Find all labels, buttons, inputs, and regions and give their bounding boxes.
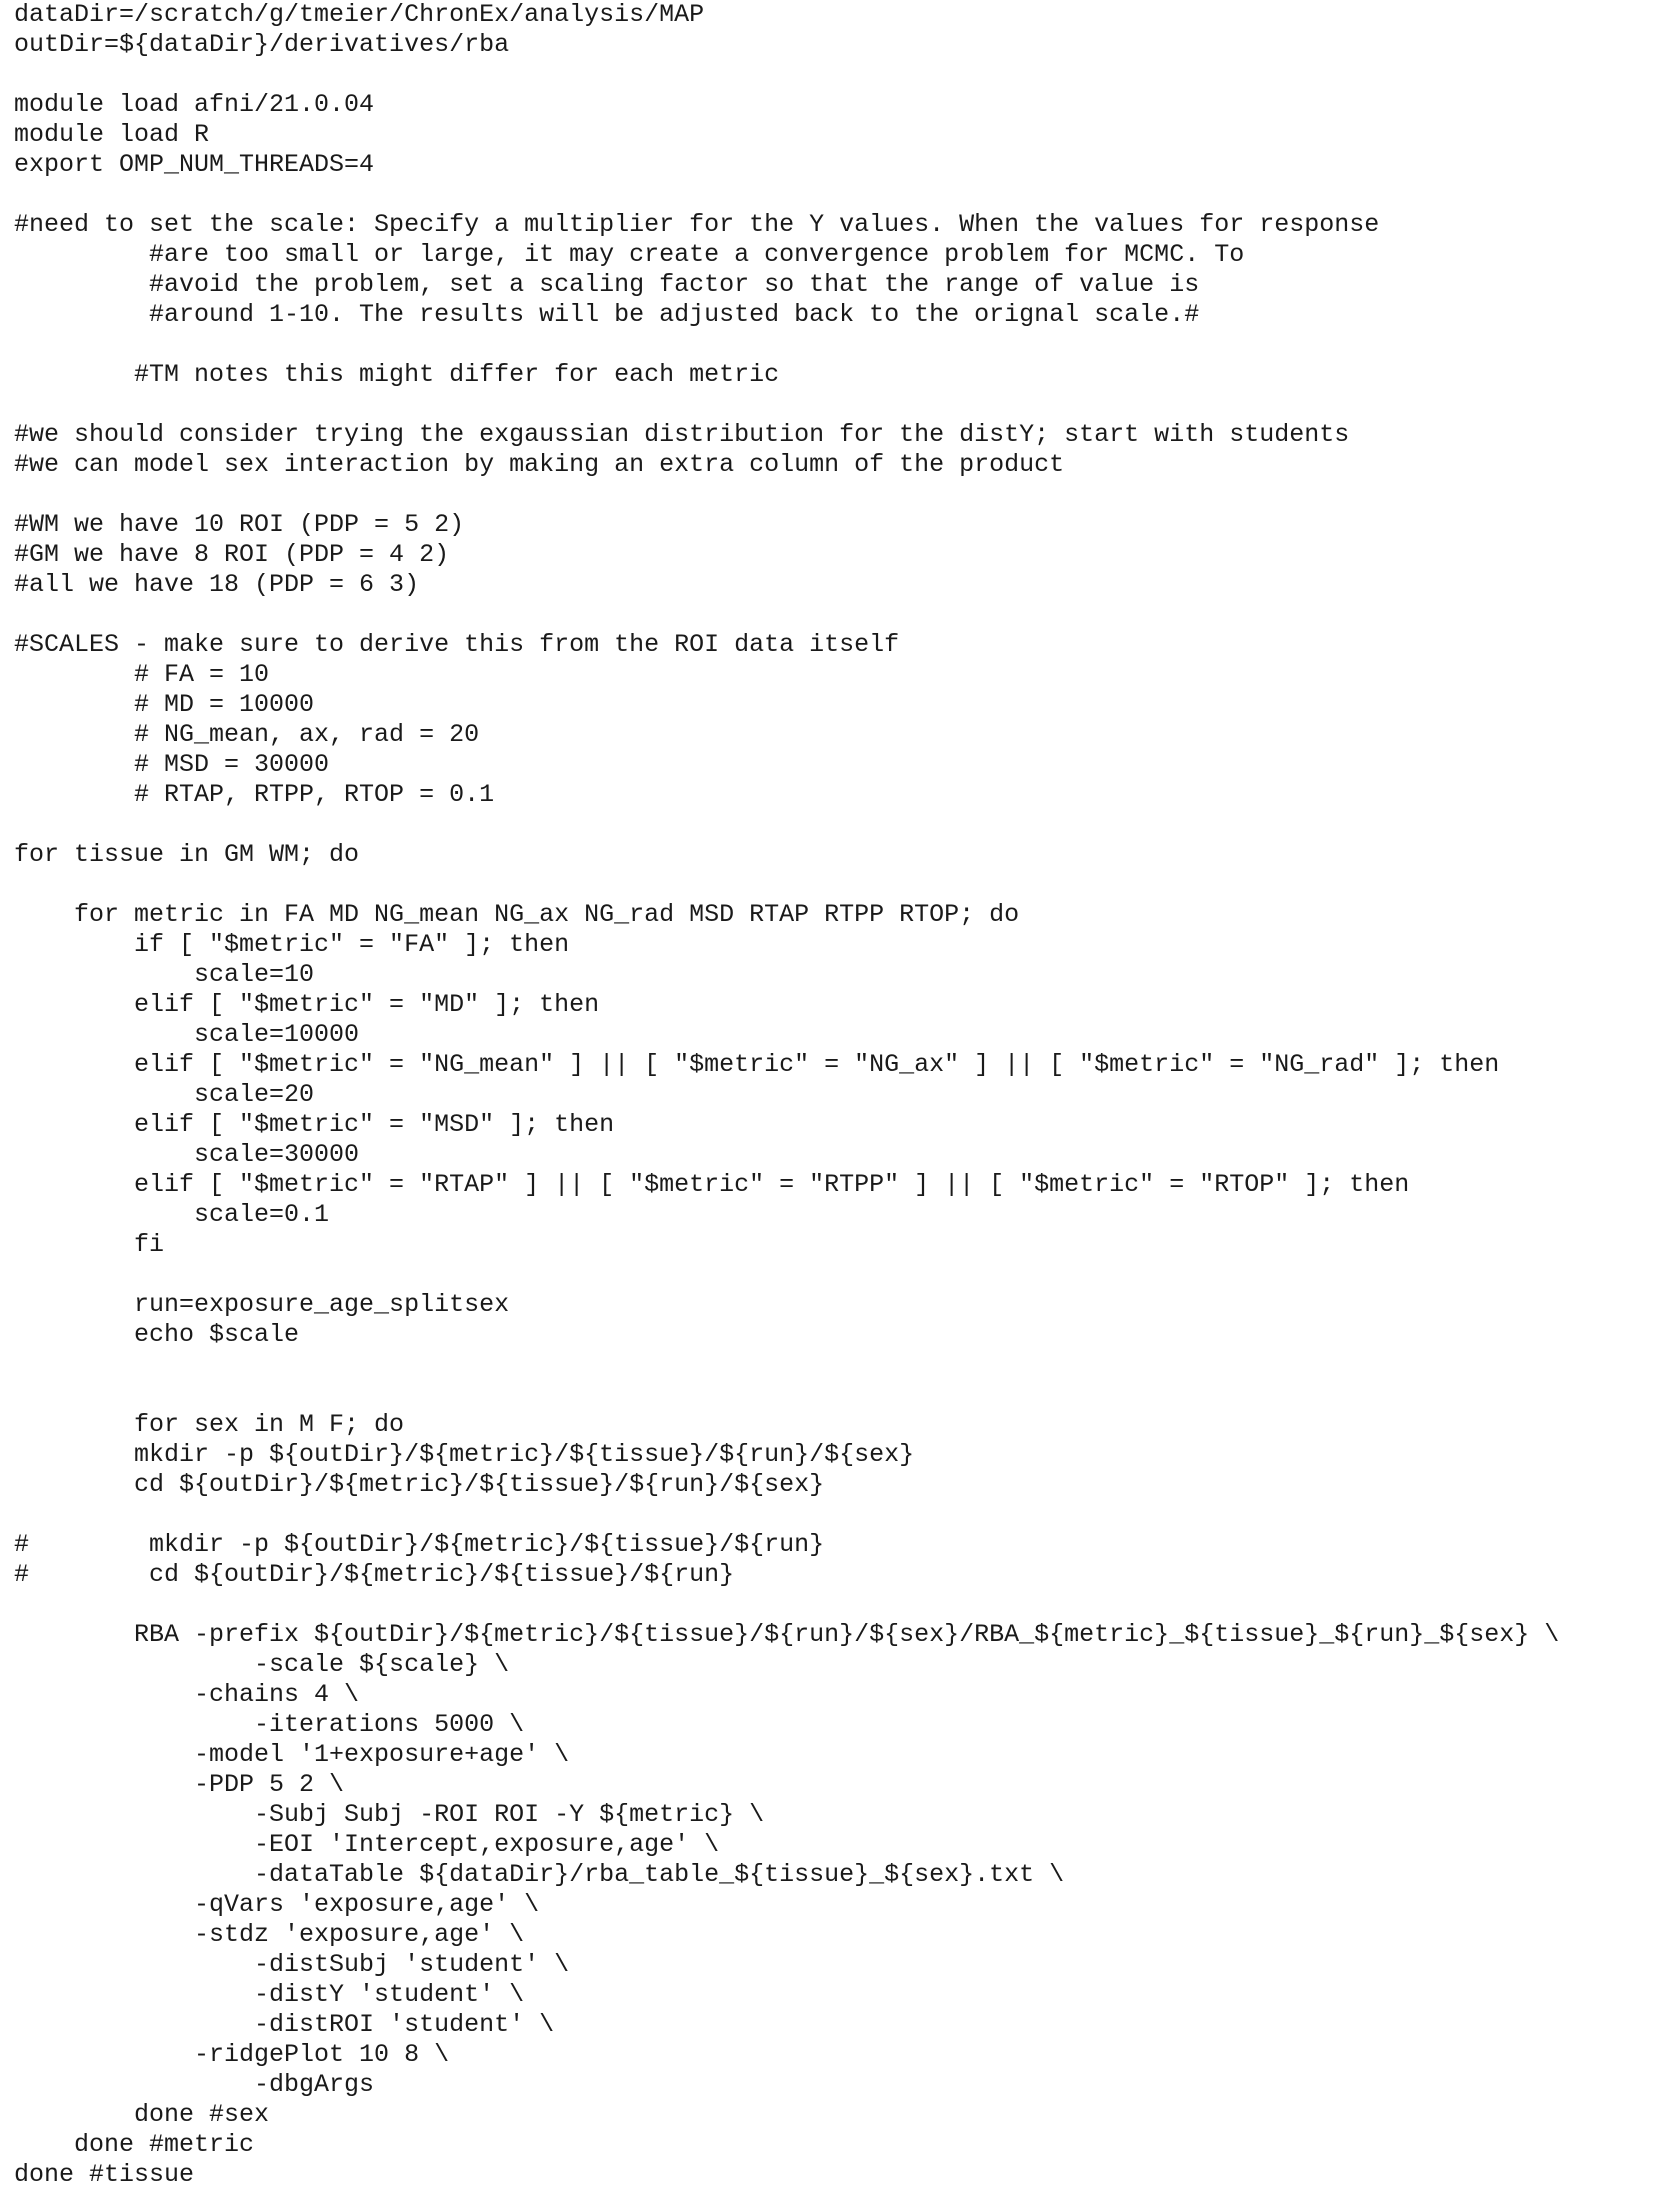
code-line: for tissue in GM WM; do [14, 840, 360, 869]
code-line: -ridgePlot 10 8 \ [14, 2040, 450, 2069]
code-line: -stdz 'exposure,age' \ [14, 1920, 525, 1949]
code-line: fi [14, 1230, 165, 1259]
code-line: #all we have 18 (PDP = 6 3) [14, 570, 420, 599]
code-line: # MSD = 30000 [14, 750, 330, 779]
code-line: scale=20 [14, 1080, 315, 1109]
code-line: scale=30000 [14, 1140, 360, 1169]
code-line: #WM we have 10 ROI (PDP = 5 2) [14, 510, 465, 539]
code-line: for metric in FA MD NG_mean NG_ax NG_rad MSD RTAP RTPP RTOP; do [14, 900, 1020, 929]
code-line: done #sex [14, 2100, 270, 2129]
code-line: mkdir -p ${outDir}/${metric}/${tissue}/${run}/${sex} [14, 1440, 915, 1469]
code-line [14, 600, 1654, 630]
code-line: #around 1-10. The results will be adjusted back to the orignal scale.# [14, 300, 1200, 329]
code-line: -iterations 5000 \ [14, 1710, 525, 1739]
code-line [14, 60, 1654, 90]
code-line: #SCALES - make sure to derive this from the ROI data itself [14, 630, 900, 659]
code-line: scale=10 [14, 960, 315, 989]
code-line: -qVars 'exposure,age' \ [14, 1890, 540, 1919]
code-line: -dataTable ${dataDir}/rba_table_${tissue}_${sex}.txt \ [14, 1860, 1065, 1889]
code-line [14, 1260, 1654, 1290]
code-line [14, 330, 1654, 360]
code-line: -scale ${scale} \ [14, 1650, 510, 1679]
code-line: -model '1+exposure+age' \ [14, 1740, 570, 1769]
code-line: #TM notes this might differ for each metric [14, 360, 780, 389]
code-line: # FA = 10 [14, 660, 270, 689]
code-line: -chains 4 \ [14, 1680, 360, 1709]
code-line [14, 1380, 1654, 1410]
code-line: elif [ "$metric" = "NG_mean" ] || [ "$metric" = "NG_ax" ] || [ "$metric" = "NG_rad" ]; then [14, 1050, 1500, 1079]
code-line [14, 1350, 1654, 1380]
code-line [14, 810, 1654, 840]
code-line [14, 1500, 1654, 1530]
code-line: for sex in M F; do [14, 1410, 405, 1439]
code-line: elif [ "$metric" = "MD" ]; then [14, 990, 600, 1019]
code-line: scale=0.1 [14, 1200, 330, 1229]
code-line [14, 480, 1654, 510]
code-line: module load R [14, 120, 210, 149]
code-line: -distY 'student' \ [14, 1980, 525, 2009]
code-line: #need to set the scale: Specify a multiplier for the Y values. When the values for response [14, 210, 1380, 239]
code-line: #avoid the problem, set a scaling factor so that the range of value is [14, 270, 1200, 299]
code-line: -distSubj 'student' \ [14, 1950, 570, 1979]
code-line: elif [ "$metric" = "RTAP" ] || [ "$metric" = "RTPP" ] || [ "$metric" = "RTOP" ]; then [14, 1170, 1410, 1199]
code-line: -distROI 'student' \ [14, 2010, 555, 2039]
code-line: scale=10000 [14, 1020, 360, 1049]
code-line: elif [ "$metric" = "MSD" ]; then [14, 1110, 615, 1139]
code-line: #GM we have 8 ROI (PDP = 4 2) [14, 540, 450, 569]
code-line: done #tissue [14, 2160, 195, 2189]
code-line [14, 180, 1654, 210]
code-line: run=exposure_age_splitsex [14, 1290, 510, 1319]
code-line: #we can model sex interaction by making an extra column of the product [14, 450, 1065, 479]
code-line: if [ "$metric" = "FA" ]; then [14, 930, 570, 959]
code-line: # mkdir -p ${outDir}/${metric}/${tissue}/${run} [14, 1530, 825, 1559]
code-line [14, 1590, 1654, 1620]
code-line: -EOI 'Intercept,exposure,age' \ [14, 1830, 720, 1859]
code-document [14, 0, 1654, 2202]
code-line: export OMP_NUM_THREADS=4 [14, 150, 375, 179]
code-line: -Subj Subj -ROI ROI -Y ${metric} \ [14, 1800, 765, 1829]
code-line: -PDP 5 2 \ [14, 1770, 345, 1799]
code-line: # MD = 10000 [14, 690, 315, 719]
code-line: #are too small or large, it may create a convergence problem for MCMC. To [14, 240, 1245, 269]
code-line: outDir=${dataDir}/derivatives/rba [14, 30, 510, 59]
code-line: # RTAP, RTPP, RTOP = 0.1 [14, 780, 495, 809]
code-line: # cd ${outDir}/${metric}/${tissue}/${run} [14, 1560, 735, 1589]
code-line: RBA -prefix ${outDir}/${metric}/${tissue}/${run}/${sex}/RBA_${metric}_${tissue}_${run}_${sex} \ [14, 1620, 1560, 1649]
code-line: # NG_mean, ax, rad = 20 [14, 720, 480, 749]
code-line: done #metric [14, 2130, 255, 2159]
code-line [14, 390, 1654, 420]
code-line: -dbgArgs [14, 2070, 375, 2099]
code-line [14, 870, 1654, 900]
code-line: module load afni/21.0.04 [14, 90, 375, 119]
code-line: echo $scale [14, 1320, 300, 1349]
code-line: cd ${outDir}/${metric}/${tissue}/${run}/${sex} [14, 1470, 825, 1499]
code-line: #we should consider trying the exgaussian distribution for the distY; start with students [14, 420, 1350, 449]
code-line: dataDir=/scratch/g/tmeier/ChronEx/analysis/MAP [14, 0, 705, 29]
